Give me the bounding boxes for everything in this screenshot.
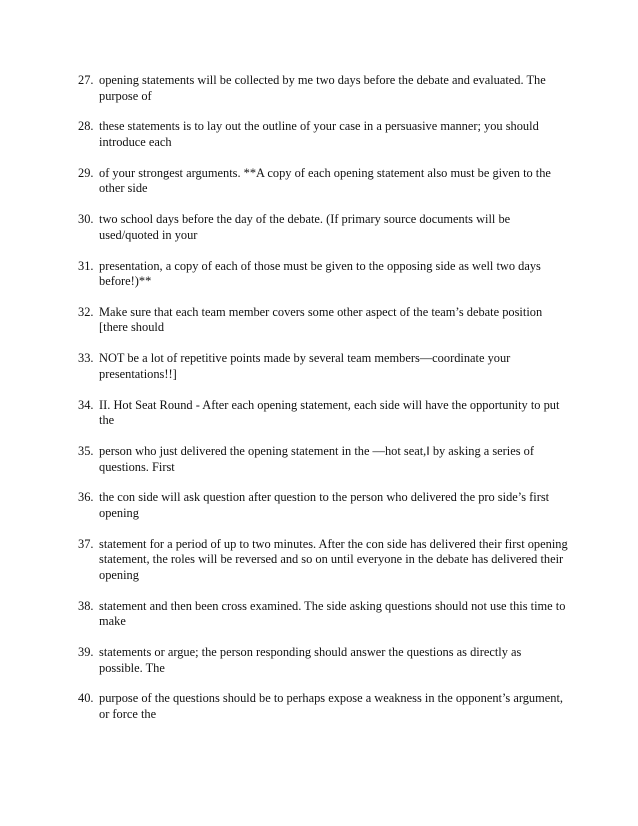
list-item bbox=[78, 351, 568, 382]
list-item-number: 31. bbox=[78, 258, 94, 273]
list-item-number: 32. bbox=[78, 304, 94, 319]
list-item-text: opening statements will be collected by me two days before the debate and evaluated. The purpose of bbox=[99, 73, 546, 103]
list-item-number: 27. bbox=[78, 73, 94, 87]
list-item bbox=[78, 212, 568, 243]
list-item-number: 39. bbox=[78, 645, 94, 660]
list-item-text: statement and then been cross examined. The side asking questions should not use this time to make bbox=[99, 598, 566, 629]
list-item-number: 28. bbox=[78, 119, 94, 134]
list-item-text: statement for a period of up to two minutes. After the con side has delivered their first opening statement, the roles will be reversed and so on until everyone in the debate has delivered their opening bbox=[99, 536, 568, 582]
list-item bbox=[78, 490, 568, 521]
list-item-text: Make sure that each team member covers some other aspect of the team’s debate position [there should bbox=[99, 304, 543, 335]
list-item-number: 38. bbox=[78, 598, 94, 613]
list-item bbox=[78, 305, 568, 336]
list-item-text: presentation, a copy of each of those must be given to the opposing side as well two days before!)** bbox=[99, 258, 541, 289]
list-item-number: 33. bbox=[78, 351, 94, 366]
list-item-number: 36. bbox=[78, 490, 94, 505]
list-item-number: 29. bbox=[78, 165, 94, 180]
list-item bbox=[78, 645, 568, 676]
list-item bbox=[78, 398, 568, 429]
list-item-text: person who just delivered the opening statement in the ―hot seat,‖ by asking a series of questions. First bbox=[99, 444, 534, 474]
list-item-text: these statements is to lay out the outline of your case in a persuasive manner; you should introduce each bbox=[99, 119, 539, 149]
list-item bbox=[78, 166, 568, 197]
list-item-text: II. Hot Seat Round - After each opening statement, each side will have the opportunity to put the bbox=[99, 397, 560, 428]
list-item bbox=[78, 537, 568, 584]
list-item-text: the con side will ask question after question to the person who delivered the pro side’s first opening bbox=[99, 490, 550, 520]
list-item bbox=[78, 444, 568, 475]
list-item bbox=[78, 691, 568, 722]
list-item-number: 37. bbox=[78, 536, 94, 551]
list-item bbox=[78, 73, 568, 104]
list-item-text: of your strongest arguments. **A copy of each opening statement also must be given to the other side bbox=[99, 165, 551, 196]
list-item-number: 35. bbox=[78, 444, 94, 458]
list-item-text: purpose of the questions should be to perhaps expose a weakness in the opponent’s argument, or force the bbox=[99, 691, 563, 722]
list-item-text: NOT be a lot of repetitive points made by several team members—coordinate your presentations!!] bbox=[99, 351, 511, 381]
list-item-number: 30. bbox=[78, 212, 94, 227]
list-item-number: 40. bbox=[78, 691, 94, 706]
list-item bbox=[78, 119, 568, 150]
list-item-text: statements or argue; the person responding should answer the questions as directly as possible. The bbox=[99, 645, 522, 675]
list-item bbox=[78, 259, 568, 290]
list-item-number: 34. bbox=[78, 397, 94, 412]
list-item bbox=[78, 599, 568, 630]
numbered-list bbox=[78, 73, 568, 738]
list-item-text: two school days before the day of the debate. (If primary source documents will be used/quoted in your bbox=[99, 212, 511, 242]
